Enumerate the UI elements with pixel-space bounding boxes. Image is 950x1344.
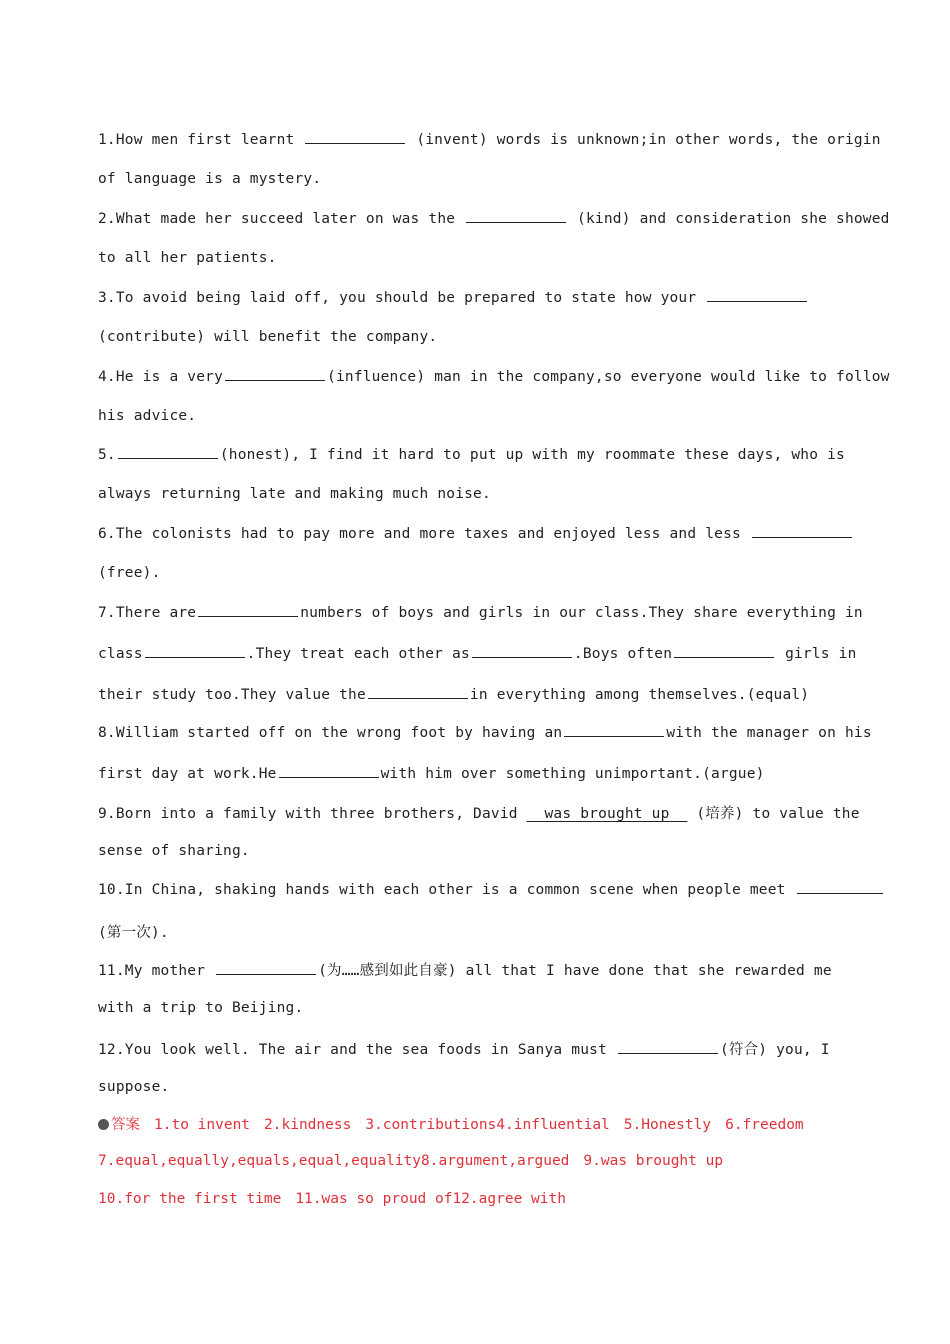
answer-blank[interactable] [225,367,325,381]
answer-blank[interactable] [674,644,774,658]
answer-blank[interactable] [752,524,852,538]
answer-blank[interactable] [472,644,572,658]
answer-icon [98,1119,109,1130]
answer-blank[interactable] [797,880,883,894]
answer-blank[interactable] [216,961,316,975]
answer-blank[interactable] [618,1040,718,1054]
answer-label: 答案 [111,1117,140,1133]
answer-blank[interactable] [466,209,566,223]
answer-blank[interactable] [279,764,379,778]
filled-answer: was brought up [526,806,688,822]
answer-blank[interactable] [368,685,468,699]
answer-key-line-3: 10.for the first time 11.was so proud of12.agree with [98,1191,566,1207]
answer-blank[interactable] [145,644,245,658]
answer-blank[interactable] [707,288,807,302]
answer-blank[interactable] [305,130,405,144]
answer-key-line-1: 答案 1.to invent 2.kindness 3.contributions4.influential 5.Honestly 6.freedom [98,1113,804,1134]
answer-key-line-2: 7.equal,equally,equals,equal,equality8.argument,argued 9.was brought up [98,1153,724,1169]
answer-blank[interactable] [198,603,298,617]
answer-blank[interactable] [564,723,664,737]
document-page: 1.How men first learnt (invent) words is unknown;in other words, the origin of language is a mystery. 2.What made her succeed later on was the (kind) and consideration she showed to all her patients. 3.To avoid being laid off, you should be prepared to state how your (contribute) will benefit the company. 4.He is a very (influence) man in the company,so everyone would like to follow his advice. 5. (honest), I find it hard to put up with my roommate these days, who is always returning late and making much noise. 6.The colonists had to pay more and more taxes and enjoyed less and less (free). 7.There are numbers of boys and girls in our class.They share everything in class .They treat each other as .Boys often girls in their study too.They value the in everything among themselves.(equal) 8.William started off on the wrong foot by having an with the manager on his first day at work.He with him over something unimportant.(argue) 9.Born into a family with three brothers, David was brought up (培养) to value the sense of sharing. 10.In China, shaking hands with each other is a common scene when people meet (第一次). 11.My mother (为……感到如此自豪) all that I have done that she rewarded me with a trip to Beijing. 12.You look well. The air and the sea foods in Sanya must (符合) you, I suppose. 答案 1.to invent 2.kindness 3.contributions4.influential 5.Honestly 6.freedom 7.equal,equally,equals,equal,equality8.argument,argued 9.was brought up 10.for the first time 11.was so proud of12.agree with [98,132,890,1207]
answer-blank[interactable] [118,445,218,459]
